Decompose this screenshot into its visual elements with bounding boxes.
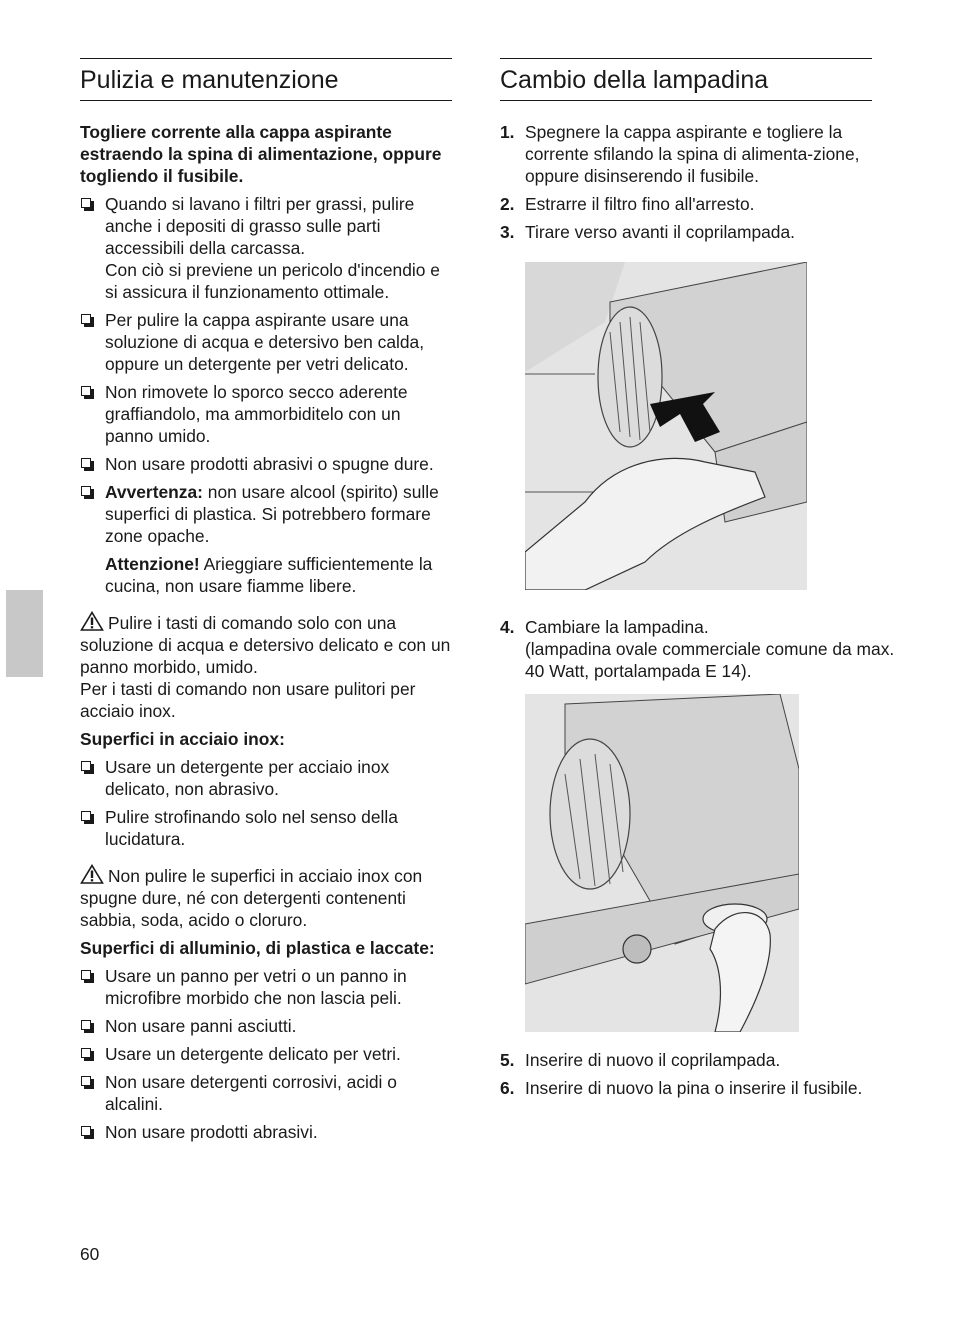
step-item: 2. Estrarre il filtro fino all'arresto. [500,194,755,214]
checkbox-bullet-icon [81,314,91,324]
step-item: 6. Inserire di nuovo la pina o inserire il fusibile. [500,1078,863,1098]
section-tab [6,590,43,677]
list-item: Usare un panno per vetri o un panno in microfibre morbido che non lascia peli. [80,965,452,1009]
checkbox-bullet-icon [81,458,91,468]
list-item: Usare un detergente per acciaio inox delicato, non abrasivo. [80,756,452,800]
list-item: Non usare prodotti abrasivi o spugne dure. [80,453,452,475]
cleaning-section [80,58,452,1149]
caution-inox: Non pulire le superfici in acciaio inox con spugne dure, né con detergenti contenenti sabbia, soda, acido o cloruro. [80,866,423,930]
checkbox-bullet-icon [81,198,91,208]
section-title-cleaning: Pulizia e manutenzione [80,58,452,101]
step-item: 5. Inserire di nuovo il coprilampada. [500,1050,781,1070]
subheading-inox: Superfici in acciaio inox: [80,729,285,749]
caution-controls: Pulire i tasti di comando solo con una soluzione di acqua e detersivo delicato e con un panno morbido, umido. Per i tasti di comando non usare pulitori per acciaio inox. [80,613,451,721]
page-number: 60 [80,1244,100,1264]
list-item: Quando si lavano i filtri per grassi, pulire anche i depositi di grasso sulle parti accessibili della carcassa. Con ciò si previene un pericolo d'incendio e si assicura il funzionamento ottimale. [80,193,452,303]
hood-illustration-2 [525,694,799,1032]
warning-triangle-icon [80,611,104,631]
step-item: 3. Tirare verso avanti il coprilampada. [500,222,795,242]
section-title-bulb: Cambio della lampadina [500,58,872,101]
list-item-warning: Avvertenza: non usare alcool (spirito) sulle superfici di plastica. Si potrebbero formare zone opache. [80,481,452,547]
list-item: Non usare panni asciutti. [80,1015,452,1037]
list-item: Non rimovete lo sporco secco aderente graffiandolo, ma ammorbiditelo con un panno umido. [80,381,452,447]
checkbox-bullet-icon [81,486,91,496]
list-item: Per pulire la cappa aspirante usare una soluzione di acqua e detersivo ben calda, oppure un detergente per vetri delicato. [80,309,452,375]
attention-note: Attenzione! Arieggiare sufficientemente la cucina, non usare fiamme libere. [105,554,433,596]
subheading-aluminium: Superfici di alluminio, di plastica e laccate: [80,938,435,958]
list-item: Non usare prodotti abrasivi. [80,1121,452,1143]
bulb-section [500,58,895,1098]
hood-illustration-1 [525,262,807,590]
checkbox-bullet-icon [81,1048,91,1058]
step-item: 1. Spegnere la cappa aspirante e togliere la corrente sfilando la spina di alimenta-zione, oppure disinserendo il fusibile. [500,122,860,186]
intro-instruction: Togliere corrente alla cappa aspirante estraendo la spina di alimentazione, oppure togliendo il fusibile. [80,122,442,186]
checkbox-bullet-icon [81,1076,91,1086]
checkbox-bullet-icon [81,386,91,396]
illustration-pull-lamp-cover [525,262,807,590]
warning-triangle-icon [80,864,104,884]
list-item: Pulire strofinando solo nel senso della lucidatura. [80,806,452,850]
step-item: 4. Cambiare la lampadina. (lampadina ovale commerciale comune da max. 40 Watt, portalampada E 14). [500,617,895,681]
checkbox-bullet-icon [81,761,91,771]
checkbox-bullet-icon [81,1126,91,1136]
checkbox-bullet-icon [81,811,91,821]
list-item: Usare un detergente delicato per vetri. [80,1043,452,1065]
list-item: Non usare detergenti corrosivi, acidi o alcalini. [80,1071,452,1115]
checkbox-bullet-icon [81,1020,91,1030]
illustration-change-bulb [525,694,799,1032]
checkbox-bullet-icon [81,970,91,980]
